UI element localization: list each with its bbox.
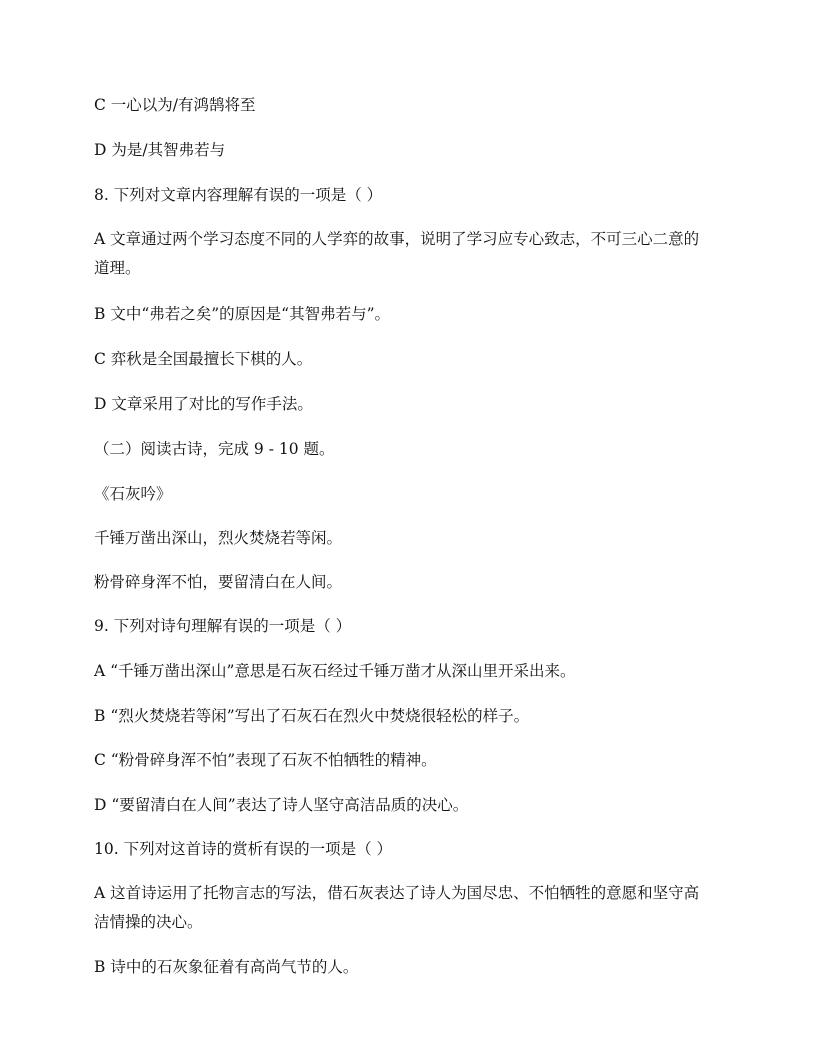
q9-option-b: B “烈火焚烧若等闲”写出了石灰石在烈火中焚烧很轻松的样子。	[94, 707, 530, 725]
q8-option-a: A 文章通过两个学习态度不同的人学弈的故事，说明了学习应专心致志，不可三心二意的	[94, 230, 700, 248]
poem-line-2: 粉骨碎身浑不怕，要留清白在人间。	[94, 573, 343, 591]
q8-option-d: D 文章采用了对比的写作手法。	[94, 395, 313, 413]
q8-option-b: B 文中“弗若之矣”的原因是“其智弗若与”。	[94, 305, 391, 323]
q9-option-d: D “要留清白在人间”表达了诗人坚守高洁品质的决心。	[94, 796, 469, 814]
q10-option-b: B 诗中的石灰象征着有高尚气节的人。	[94, 958, 359, 976]
option-c-line: C 一心以为/有鸿鹄将至	[94, 96, 256, 114]
q10-option-a-cont: 洁情操的决心。	[94, 913, 203, 931]
question-8: 8. 下列对文章内容理解有误的一项是（ ）	[94, 186, 383, 204]
question-10: 10. 下列对这首诗的赏析有误的一项是（ ）	[94, 840, 393, 858]
q9-option-a: A “千锤万凿出深山”意思是石灰石经过千锤万凿才从深山里开采出来。	[94, 662, 576, 680]
question-9: 9. 下列对诗句理解有误的一项是（ ）	[94, 617, 352, 635]
section-heading: （二）阅读古诗，完成 9 - 10 题。	[94, 440, 335, 458]
poem-line-1: 千锤万凿出深山，烈火焚烧若等闲。	[94, 529, 343, 547]
poem-title: 《石灰吟》	[94, 485, 172, 503]
q8-option-a-cont: 道理。	[94, 259, 141, 277]
q8-option-c: C 弈秋是全国最擅长下棋的人。	[94, 350, 313, 368]
q10-option-a: A 这首诗运用了托物言志的写法，借石灰表达了诗人为国尽忠、不怕牺牲的意愿和坚守高	[94, 884, 700, 902]
q9-option-c: C “粉骨碎身浑不怕”表现了石灰不怕牺牲的精神。	[94, 751, 437, 769]
option-d-line: D 为是/其智弗若与	[94, 141, 226, 159]
